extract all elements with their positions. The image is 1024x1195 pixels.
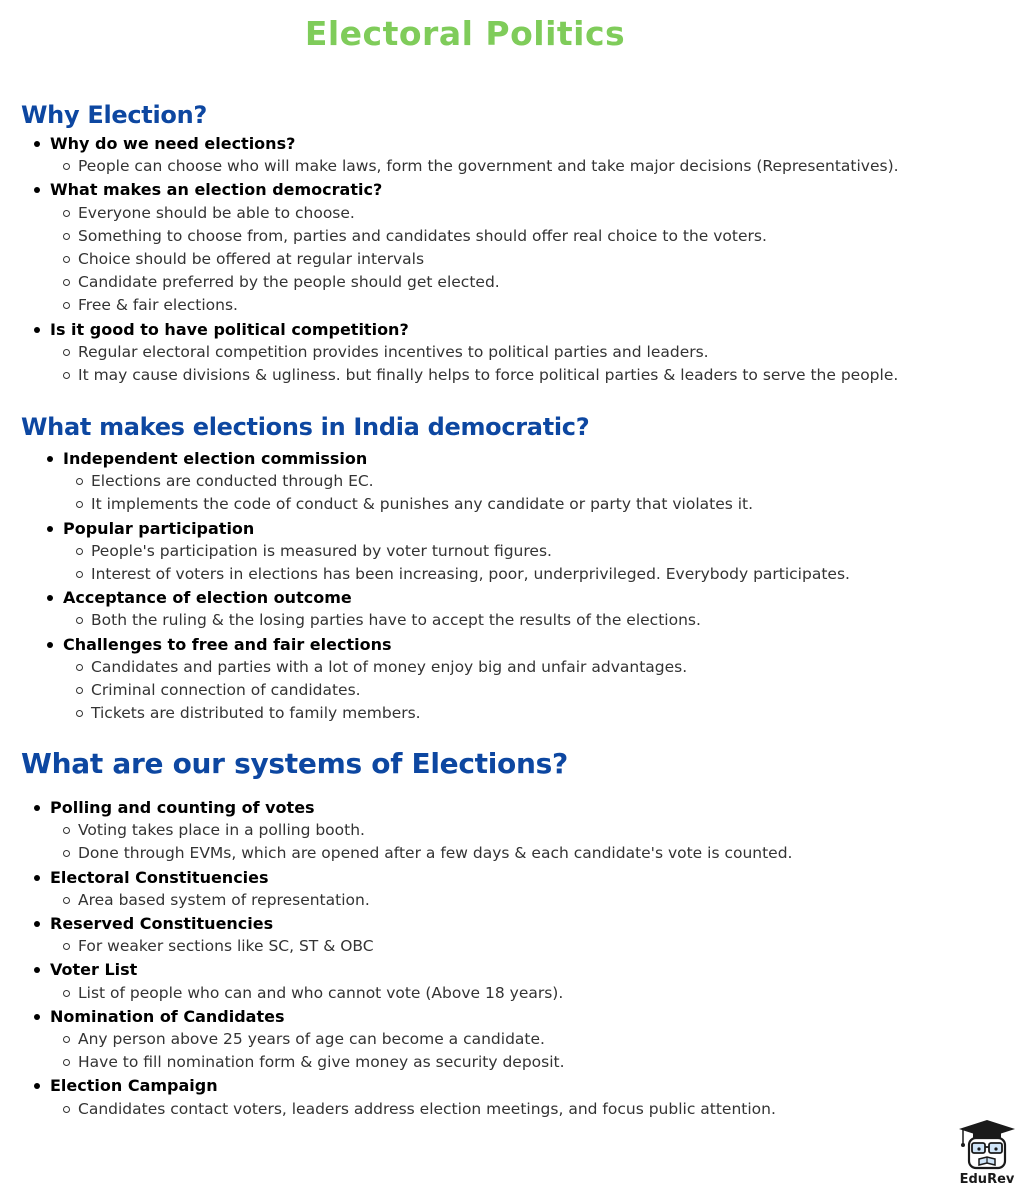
page-title: Electoral Politics <box>304 14 626 53</box>
item-title: Election Campaign <box>50 1076 218 1096</box>
sub-list <box>50 889 792 912</box>
item-title: Polling and counting of votes <box>50 798 315 817</box>
sub-point: Tickets are distributed to family members. <box>63 702 850 725</box>
item-title: Nomination of Candidates <box>50 1006 285 1026</box>
item-title: Electoral Constituencies <box>50 867 269 887</box>
graduation-cap-mascot-icon <box>957 1118 1017 1170</box>
list-item <box>47 447 850 517</box>
list-item <box>34 132 899 178</box>
sub-list <box>50 155 899 178</box>
item-title: Reserved Constituencies <box>50 914 274 934</box>
list-item <box>34 958 792 1004</box>
sub-list <box>63 470 850 516</box>
sub-list <box>50 1098 792 1121</box>
why-election-list <box>34 132 899 387</box>
india-democratic-list <box>47 447 850 725</box>
section-heading-india-democratic: What makes elections in India democratic? <box>21 413 590 441</box>
sub-point: Free & fair elections. <box>50 294 899 317</box>
sub-point: Something to choose from, parties and candidates should offer real choice to the voters. <box>50 225 899 248</box>
systems-of-elections-list <box>34 796 792 1121</box>
item-title: Acceptance of election outcome <box>63 588 352 608</box>
sub-list <box>50 982 792 1005</box>
item-title: Why do we need elections? <box>50 134 296 153</box>
sub-point: List of people who can and who cannot vote (Above 18 years). <box>50 982 792 1005</box>
edurev-logo[interactable] <box>954 1118 1020 1190</box>
sub-point: Candidates contact voters, leaders address election meetings, and focus public attention. <box>50 1098 792 1121</box>
sub-point: Criminal connection of candidates. <box>63 679 850 702</box>
sub-point: Any person above 25 years of age can become a candidate. <box>50 1028 792 1051</box>
sub-point: It implements the code of conduct & punishes any candidate or party that violates it. <box>63 493 850 516</box>
logo-label: EduRev <box>959 1172 1015 1187</box>
section-heading-why-election: Why Election? <box>21 101 207 129</box>
sub-list <box>63 540 850 586</box>
section-heading-systems-of-elections: What are our systems of Elections? <box>21 747 568 780</box>
sub-list <box>50 935 792 958</box>
list-item <box>34 796 792 866</box>
list-item <box>34 318 899 388</box>
list-item <box>47 633 850 726</box>
sub-point: For weaker sections like SC, ST & OBC <box>50 935 792 958</box>
item-title: Popular participation <box>63 518 255 538</box>
sub-point: Both the ruling & the losing parties have to accept the results of the elections. <box>63 609 850 632</box>
item-title: Challenges to free and fair elections <box>63 634 392 654</box>
item-title: Independent election commission <box>63 449 368 468</box>
sub-list <box>50 819 792 865</box>
sub-list <box>63 656 850 726</box>
sub-point: Elections are conducted through EC. <box>63 470 850 493</box>
item-title: What makes an election democratic? <box>50 180 383 200</box>
sub-point: People's participation is measured by voter turnout figures. <box>63 540 850 563</box>
item-title: Is it good to have political competition? <box>50 319 409 339</box>
list-item <box>34 1074 792 1120</box>
sub-point: Regular electoral competition provides incentives to political parties and leaders. <box>50 341 899 364</box>
list-item <box>47 517 850 587</box>
list-item <box>34 178 899 317</box>
sub-point: Have to fill nomination form & give money as security deposit. <box>50 1051 792 1074</box>
sub-point: Candidates and parties with a lot of money enjoy big and unfair advantages. <box>63 656 850 679</box>
sub-point: Everyone should be able to choose. <box>50 202 899 225</box>
sub-list <box>50 1028 792 1074</box>
item-title: Voter List <box>50 960 138 980</box>
sub-point: Area based system of representation. <box>50 889 792 912</box>
list-item <box>34 866 792 912</box>
sub-point: Interest of voters in elections has been increasing, poor, underprivileged. Everybody participates. <box>63 563 850 586</box>
list-item <box>47 586 850 632</box>
sub-point: Done through EVMs, which are opened after a few days & each candidate's vote is counted. <box>50 842 792 865</box>
sub-point: People can choose who will make laws, form the government and take major decisions (Representatives). <box>50 155 899 178</box>
sub-list <box>50 202 899 318</box>
list-item <box>34 1005 792 1075</box>
sub-list <box>63 609 850 632</box>
sub-point: Choice should be offered at regular intervals <box>50 248 899 271</box>
sub-point: Candidate preferred by the people should get elected. <box>50 271 899 294</box>
sub-point: It may cause divisions & ugliness. but finally helps to force political parties & leaders to serve the people. <box>50 364 899 387</box>
list-item <box>34 912 792 958</box>
sub-list <box>50 341 899 387</box>
sub-point: Voting takes place in a polling booth. <box>50 819 792 842</box>
